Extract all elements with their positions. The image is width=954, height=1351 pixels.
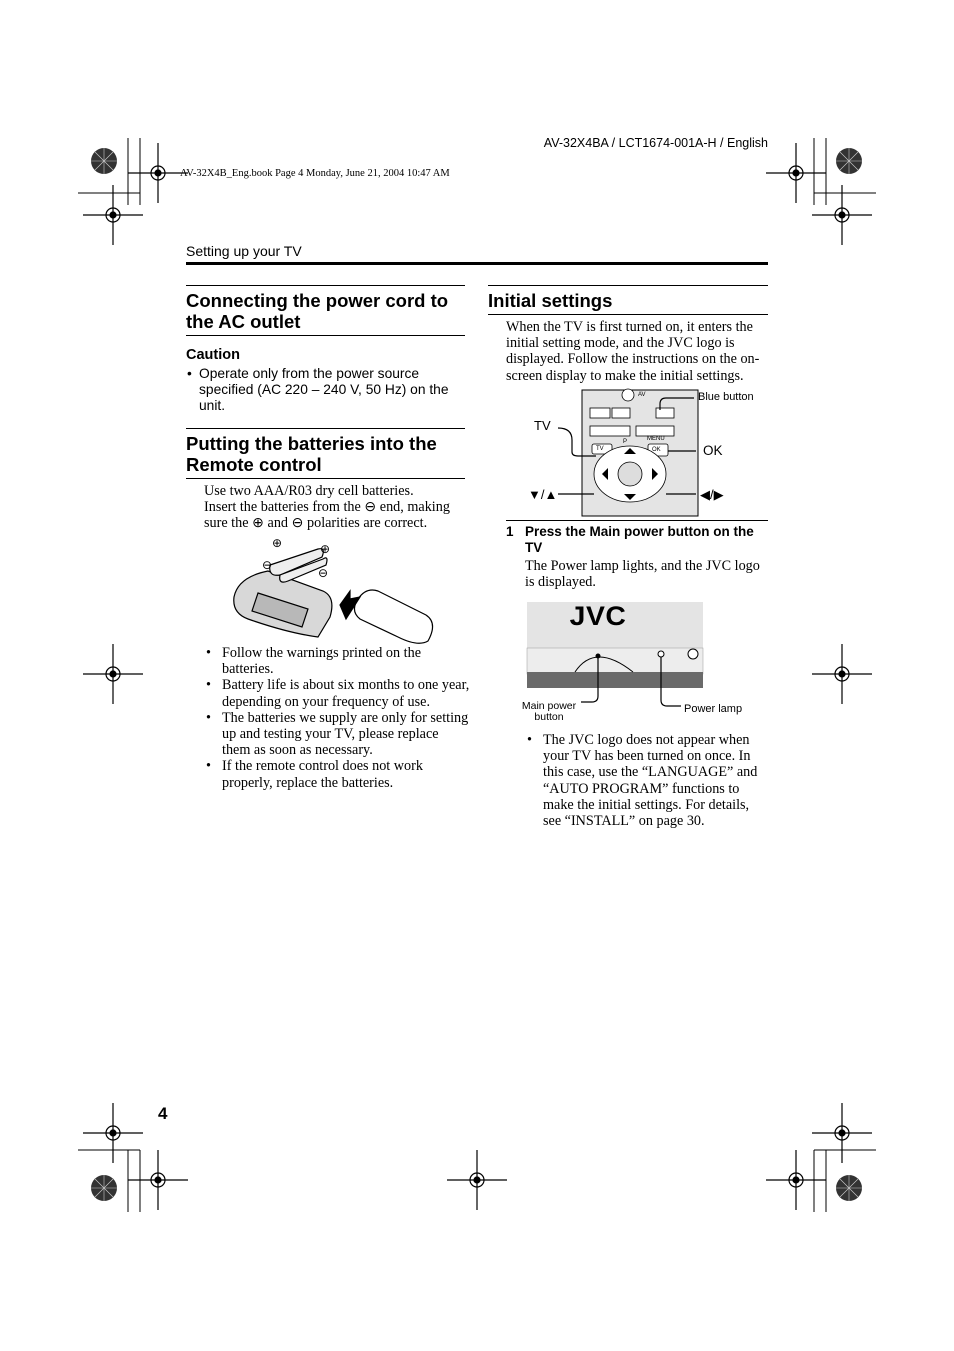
section-title: Setting up your TV <box>186 243 302 259</box>
remote-diagram <box>520 388 770 518</box>
step1-heading: Press the Main power button on the TV <box>525 524 754 555</box>
caution-title: Caution <box>186 347 240 363</box>
svg-text:⊖: ⊖ <box>318 566 329 580</box>
header-rule <box>186 262 768 265</box>
battery-note-item: • Battery life is about six months to one year, depending on your frequency of use. <box>204 677 470 709</box>
power-top-rule <box>186 285 465 286</box>
battery-insertion-illustration <box>228 537 438 647</box>
page-number: 4 <box>158 1104 168 1123</box>
book-stamp: AV-32X4B_Eng.book Page 4 Monday, June 21, 2004 10:47 AM <box>180 168 450 179</box>
initial-top-rule <box>488 285 768 286</box>
remote-btn-menu: MENU <box>647 436 665 442</box>
step1-number: 1 <box>506 524 514 539</box>
remote-label-ok: OK <box>703 443 723 458</box>
batteries-intro: Use two AAA/R03 dry cell batteries. Insert the batteries from the ⊖ end, making sure the ⊕ and ⊖ polarities are correct. <box>204 483 450 532</box>
minus-symbol: ⊖ <box>364 499 377 516</box>
remote-label-down-up: ▼/▲ <box>528 487 558 502</box>
caution-item: • Operate only from the power source specified (AC 220 – 240 V, 50 Hz) on the unit. <box>187 366 449 413</box>
initial-note: • The JVC logo does not appear when your TV has been turned on once. In this case, use the “LANGUAGE” and “AUTO PROGRAM” functions to make the initial settings. For details, see “INSTALL” on page 30. <box>525 732 769 829</box>
batteries-bottom-rule <box>186 478 465 479</box>
power-lamp-label: Power lamp <box>684 703 743 715</box>
batteries-notes <box>204 645 470 791</box>
remote-label-blue-button: Blue button <box>698 391 754 403</box>
step1-text: The Power lamp lights, and the JVC logo is displayed. <box>525 558 760 591</box>
main-power-label: Main power button <box>521 700 577 723</box>
battery-note-item: • If the remote control does not work properly, replace the batteries. <box>204 758 470 790</box>
jvc-logo: JVC <box>569 601 627 631</box>
svg-text:⊖: ⊖ <box>262 558 273 572</box>
batteries-heading: Putting the batteries into the Remote control <box>186 433 437 475</box>
remote-label-left-right: ◀/▶ <box>700 487 724 502</box>
remote-btn-av: AV <box>638 392 646 398</box>
initial-intro: When the TV is first turned on, it enters the initial setting mode, and the JVC logo is displayed. Follow the instructions on the on-screen display to make the initial settings. <box>506 319 760 384</box>
minus-symbol: ⊖ <box>291 515 304 532</box>
step1-rule <box>506 520 768 521</box>
battery-note-item: • The batteries we supply are only for setting up and testing your TV, please replace them as soon as necessary. <box>204 710 470 759</box>
power-bottom-rule <box>186 335 465 336</box>
doc-id: AV-32X4BA / LCT1674-001A-H / English <box>543 136 768 150</box>
initial-bottom-rule <box>488 314 768 315</box>
plus-symbol: ⊕ <box>252 515 264 532</box>
tv-front-diagram <box>515 600 755 730</box>
remote-btn-p: P <box>623 439 628 445</box>
remote-btn-tv: TV <box>596 446 604 452</box>
svg-text:⊕: ⊕ <box>272 537 283 550</box>
batteries-top-rule <box>186 428 465 429</box>
initial-heading: Initial settings <box>488 290 613 311</box>
power-heading: Connecting the power cord to the AC outlet <box>186 290 449 332</box>
battery-note-item: • Follow the warnings printed on the batteries. <box>204 645 470 677</box>
svg-text:⊕: ⊕ <box>320 542 331 556</box>
remote-btn-ok: OK <box>652 447 661 453</box>
remote-label-tv: TV <box>534 418 551 433</box>
